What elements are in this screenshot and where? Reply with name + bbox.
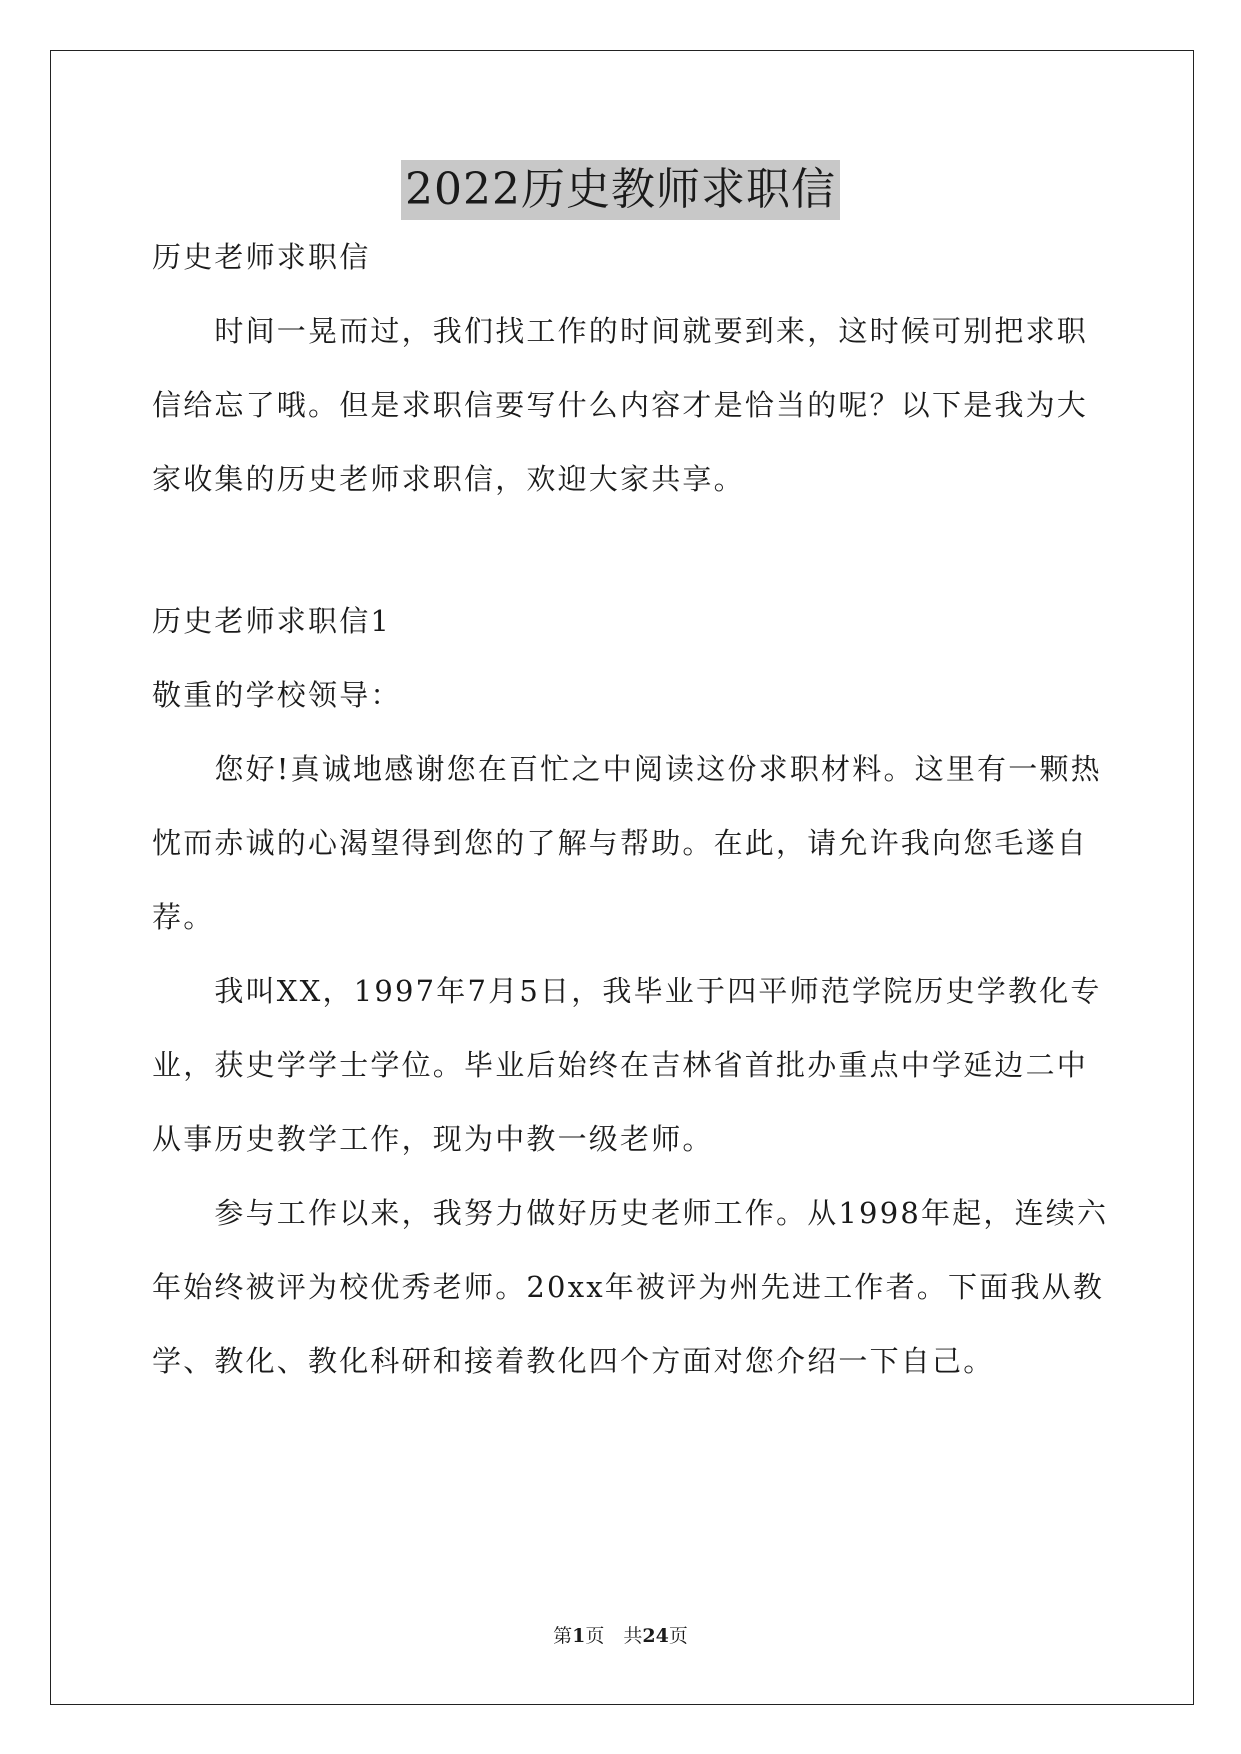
paragraph-line: 学、教化、教化科研和接着教化四个方面对您介绍一下自己。 [152,1344,995,1378]
paragraph-line: 我叫XX，1997年7月5日，我毕业于四平师范学院历史学教化专 [152,974,1102,1008]
paragraph-line: 参与工作以来，我努力做好历史老师工作。从1998年起，连续六 [152,1196,1109,1230]
page-border [50,50,1194,1705]
salutation: 敬重的学校领导： [152,678,402,712]
footer-prefix: 第 [553,1625,573,1647]
footer-middle: 页 共 [585,1625,643,1647]
paragraph-line: 年始终被评为校优秀老师。20xx年被评为州先进工作者。下面我从教 [152,1270,1105,1304]
paragraph-line: 忱而赤诚的心渴望得到您的了解与帮助。在此，请允许我向您毛遂自 [152,826,1089,860]
paragraph-line: 您好!真诚地感谢您在百忙之中阅读这份求职材料。这里有一颗热 [152,752,1102,786]
paragraph-line: 信给忘了哦。但是求职信要写什么内容才是恰当的呢？以下是我为大 [152,388,1089,422]
paragraph-line: 时间一晃而过，我们找工作的时间就要到来，这时候可别把求职 [152,314,1089,348]
page-footer [0,1624,1241,1648]
paragraph-line: 荐。 [152,900,215,934]
letter-heading: 历史老师求职信 [152,240,371,274]
total-page-number: 24 [642,1625,669,1647]
section-heading: 历史老师求职信1 [152,604,392,638]
paragraph-line: 业，获史学学士学位。毕业后始终在吉林省首批办重点中学延边二中 [152,1048,1089,1082]
footer-suffix: 页 [668,1625,688,1647]
paragraph-line: 家收集的历史老师求职信，欢迎大家共享。 [152,462,745,496]
current-page-number: 1 [572,1625,586,1647]
title-container [0,160,1241,220]
paragraph-line: 从事历史教学工作，现为中教一级老师。 [152,1122,714,1156]
document-title: 2022历史教师求职信 [401,160,840,220]
